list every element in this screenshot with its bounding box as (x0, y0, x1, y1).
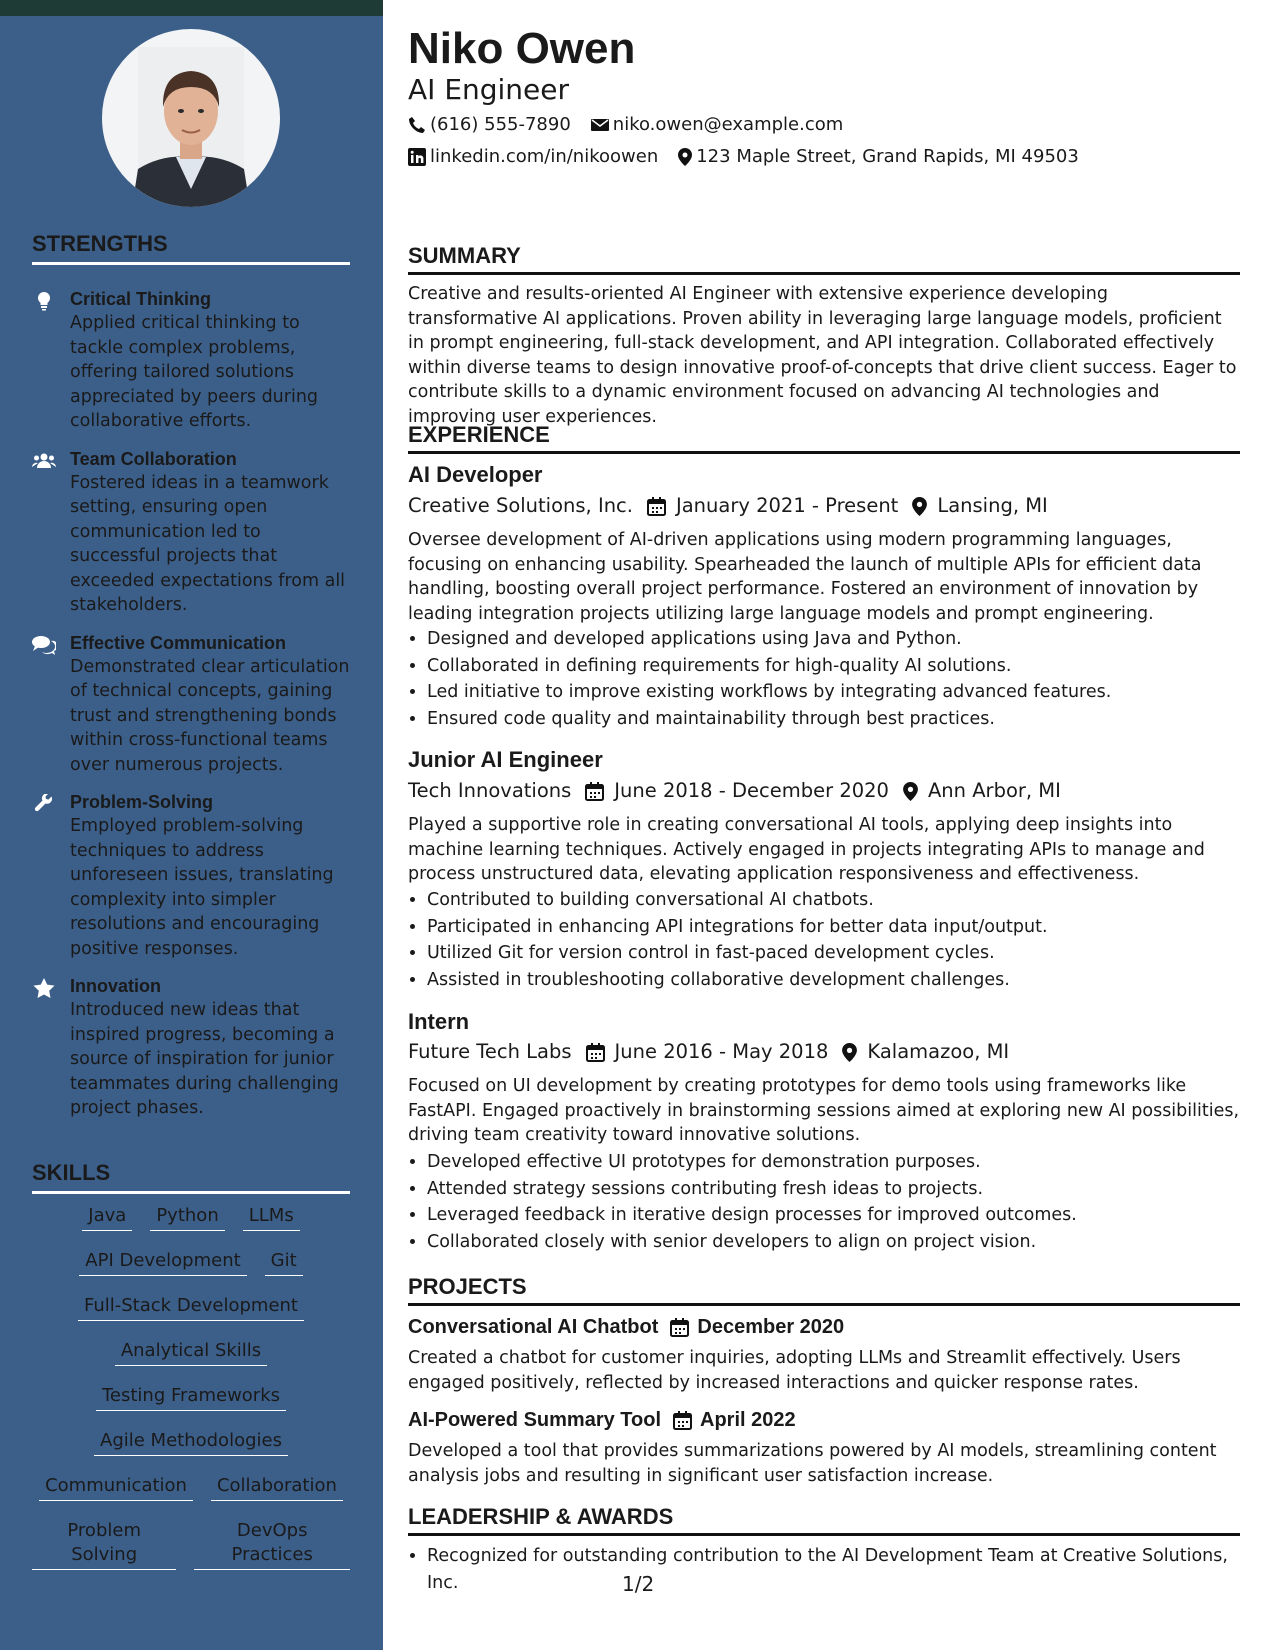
skill-row (32, 1384, 350, 1429)
job-company: Tech Innovations (408, 779, 572, 802)
strength-title: Critical Thinking (70, 289, 212, 309)
strength-title: Effective Communication (70, 632, 287, 653)
strength-description: Employed problem-solving techniques to address unforeseen issues, translating complexity into simpler resolutions and encouraging positive responses. (70, 816, 334, 959)
job-bullets (408, 887, 1259, 993)
skill-tag: LLMs (243, 1204, 300, 1231)
strength-item (32, 288, 350, 434)
map-marker-icon (903, 782, 918, 801)
phone-number: (616) 555-7890 (430, 114, 571, 135)
calendar-icon (670, 1318, 689, 1337)
address: 123 Maple Street, Grand Rapids, MI 49503 (696, 146, 1079, 167)
project-title-row (408, 1314, 844, 1340)
job-location: Kalamazoo, MI (867, 1040, 1010, 1063)
strengths-list (32, 288, 350, 1135)
skill-tag: Agile Methodologies (94, 1429, 288, 1456)
bullet-item: • Collaborated in defining requirements for high-quality AI solutions. (427, 653, 1259, 680)
phone-icon (408, 116, 426, 134)
envelope-icon (591, 116, 609, 134)
skill-tag: Problem Solving (32, 1519, 176, 1570)
strength-title: Problem-Solving (70, 792, 214, 812)
bullet-item: • Contributed to building conversational AI chatbots. (427, 887, 1259, 914)
strength-title: Team Collaboration (70, 448, 237, 469)
bullet-item: • Utilized Git for version control in fast-paced development cycles. (427, 940, 1259, 967)
bullet-item: • Designed and developed applications using Java and Python. (427, 626, 1259, 653)
skill-row (32, 1474, 350, 1519)
job-description: Oversee development of AI-driven applications using modern programming languages, focusing on enhancing usability. Spearheaded the launch of multiple APIs for efficient data handling, boosting overall project performance. Fostered an environment of innovation by leading integration projects utilizing large language models and prompt engineering. (408, 530, 1202, 624)
contact-row (408, 145, 1079, 169)
job-bullets (408, 1149, 1259, 1255)
skill-row (32, 1204, 350, 1249)
comments-icon (32, 635, 56, 655)
lightbulb-icon (34, 291, 54, 311)
job-description: Played a supportive role in creating conversational AI tools, applying deep insights into machine learning techniques. Actively engaged in projects integrating APIs to manage and process unstructured data, elevating application responsiveness and effectiveness. (408, 815, 1205, 884)
skills-list (32, 1204, 350, 1564)
skill-tag: Java (82, 1204, 132, 1231)
sidebar-top-band (0, 0, 383, 16)
bullet-item: • Attended strategy sessions contributing fresh ideas to projects. (427, 1176, 1259, 1203)
project-title: Conversational AI Chatbot (408, 1316, 659, 1338)
skill-tag: Communication (39, 1474, 193, 1501)
project-title-row (408, 1407, 796, 1433)
strength-item (32, 448, 350, 618)
strengths-heading: STRENGTHS (32, 230, 350, 265)
contact-row (408, 113, 843, 137)
job-location: Ann Arbor, MI (927, 779, 1061, 802)
candidate-name: Niko Owen (408, 24, 636, 73)
bullet-item: • Recognized for outstanding contribution to the AI Development Team at Creative Solutions, Inc. (427, 1543, 1259, 1596)
job-title: AI Developer (408, 462, 543, 487)
skills-heading: SKILLS (32, 1159, 350, 1194)
wrench-icon (34, 794, 54, 814)
job-title: Junior AI Engineer (408, 747, 603, 772)
bullet-item: • Developed effective UI prototypes for demonstration purposes. (427, 1149, 1259, 1176)
job-title: Intern (408, 1009, 470, 1034)
bullet-item: • Ensured code quality and maintainability through best practices. (427, 706, 1259, 733)
skill-row (32, 1429, 350, 1474)
skill-tag: Git (265, 1249, 303, 1276)
skill-tag: API Development (79, 1249, 246, 1276)
project-description: Created a chatbot for customer inquiries, adopting LLMs and Streamlit effectively. Users engaged positively, reflected by increased interactions and quicker response rates. (408, 1348, 1181, 1393)
bullet-item: • Led initiative to improve existing workflows by integrating advanced features. (427, 679, 1259, 706)
skill-row (32, 1249, 350, 1294)
skill-tag: Testing Frameworks (96, 1384, 286, 1411)
job-bullets (408, 626, 1259, 732)
job-location: Lansing, MI (937, 494, 1048, 517)
strength-description: Introduced new ideas that inspired progress, becoming a source of inspiration for junior teammates during challenging project phases. (70, 1000, 339, 1118)
calendar-icon (586, 1043, 605, 1062)
project-date: April 2022 (700, 1409, 796, 1431)
bullet-item: • Leveraged feedback in iterative design processes for improved outcomes. (427, 1202, 1259, 1229)
project-description: Developed a tool that provides summarizations powered by AI models, streamlining content analysis jobs and resulting in significant user satisfaction increase. (408, 1441, 1217, 1486)
skill-tag: DevOps Practices (194, 1519, 350, 1570)
leadership-bullets (408, 1543, 1259, 1596)
calendar-icon (673, 1411, 692, 1430)
candidate-role: AI Engineer (408, 73, 570, 106)
summary-text: Creative and results-oriented AI Engineer with extensive experience developing transformative AI applications. Proven ability in leveraging large language models, proficient in prompt engineering, full-stack development, and API integration. Collaborated effectively within diverse teams to design innovative proof-of-concepts that drive client success. Eager to contribute skills to a dynamic environment focused on advancing AI technologies and improving user experiences. (408, 284, 1237, 427)
skill-row (32, 1294, 350, 1339)
project-title: AI-Powered Summary Tool (408, 1409, 662, 1431)
job-meta (408, 778, 1061, 804)
calendar-icon (585, 782, 604, 801)
job-description: Focused on UI development by creating prototypes for demo tools using frameworks like FastAPI. Engaged proactively in brainstorming sessions aimed at exploring new AI possibilities, driving team creativity toward innovative solutions. (408, 1076, 1240, 1145)
skill-tag: Python (150, 1204, 224, 1231)
summary-heading: SUMMARY (408, 242, 1240, 275)
profile-photo (102, 29, 280, 207)
job-dates: January 2021 - Present (675, 494, 899, 517)
job-dates: June 2018 - December 2020 (614, 779, 889, 802)
email-link[interactable]: niko.owen@example.com (612, 114, 844, 135)
map-marker-icon (842, 1043, 857, 1062)
job-meta (408, 1039, 1009, 1065)
strength-item (32, 791, 350, 961)
job-company: Creative Solutions, Inc. (408, 494, 633, 517)
skill-row (32, 1339, 350, 1384)
project-date: December 2020 (697, 1316, 845, 1338)
bullet-item: • Assisted in troubleshooting collaborative development challenges. (427, 967, 1259, 994)
job-company: Future Tech Labs (408, 1040, 572, 1063)
experience-heading: EXPERIENCE (408, 421, 1240, 454)
linkedin-icon (408, 148, 426, 166)
strength-item (32, 632, 350, 778)
bullet-item: • Participated in enhancing API integrations for better data input/output. (427, 914, 1259, 941)
map-marker-icon (912, 497, 927, 516)
page-number: 1/2 (622, 1572, 655, 1596)
strength-description: Demonstrated clear articulation of technical concepts, gaining trust and strengthening bonds within cross-functional teams over numerous projects. (70, 656, 350, 775)
map-marker-icon (678, 148, 692, 166)
job-meta (408, 493, 1048, 519)
strength-item (32, 975, 350, 1121)
strength-description: Fostered ideas in a teamwork setting, ensuring open communication led to successful projects that exceeded expectations from all stakeholders. (70, 472, 346, 615)
calendar-icon (647, 497, 666, 516)
strength-description: Applied critical thinking to tackle complex problems, offering tailored solutions appreciated by peers during collaborative efforts. (70, 313, 319, 431)
skill-tag: Collaboration (211, 1474, 343, 1501)
star-icon (33, 978, 55, 998)
strength-title: Innovation (70, 976, 161, 996)
job-dates: June 2016 - May 2018 (614, 1040, 829, 1063)
skill-tag: Analytical Skills (115, 1339, 267, 1366)
skill-tag: Full-Stack Development (78, 1294, 304, 1321)
linkedin-link[interactable]: linkedin.com/in/nikoowen (430, 146, 659, 167)
skill-row (32, 1519, 350, 1564)
bullet-item: • Collaborated closely with senior developers to align on project vision. (427, 1229, 1259, 1256)
users-icon (32, 451, 56, 471)
leadership-heading: LEADERSHIP & AWARDS (408, 1503, 1240, 1536)
projects-heading: PROJECTS (408, 1273, 1240, 1306)
